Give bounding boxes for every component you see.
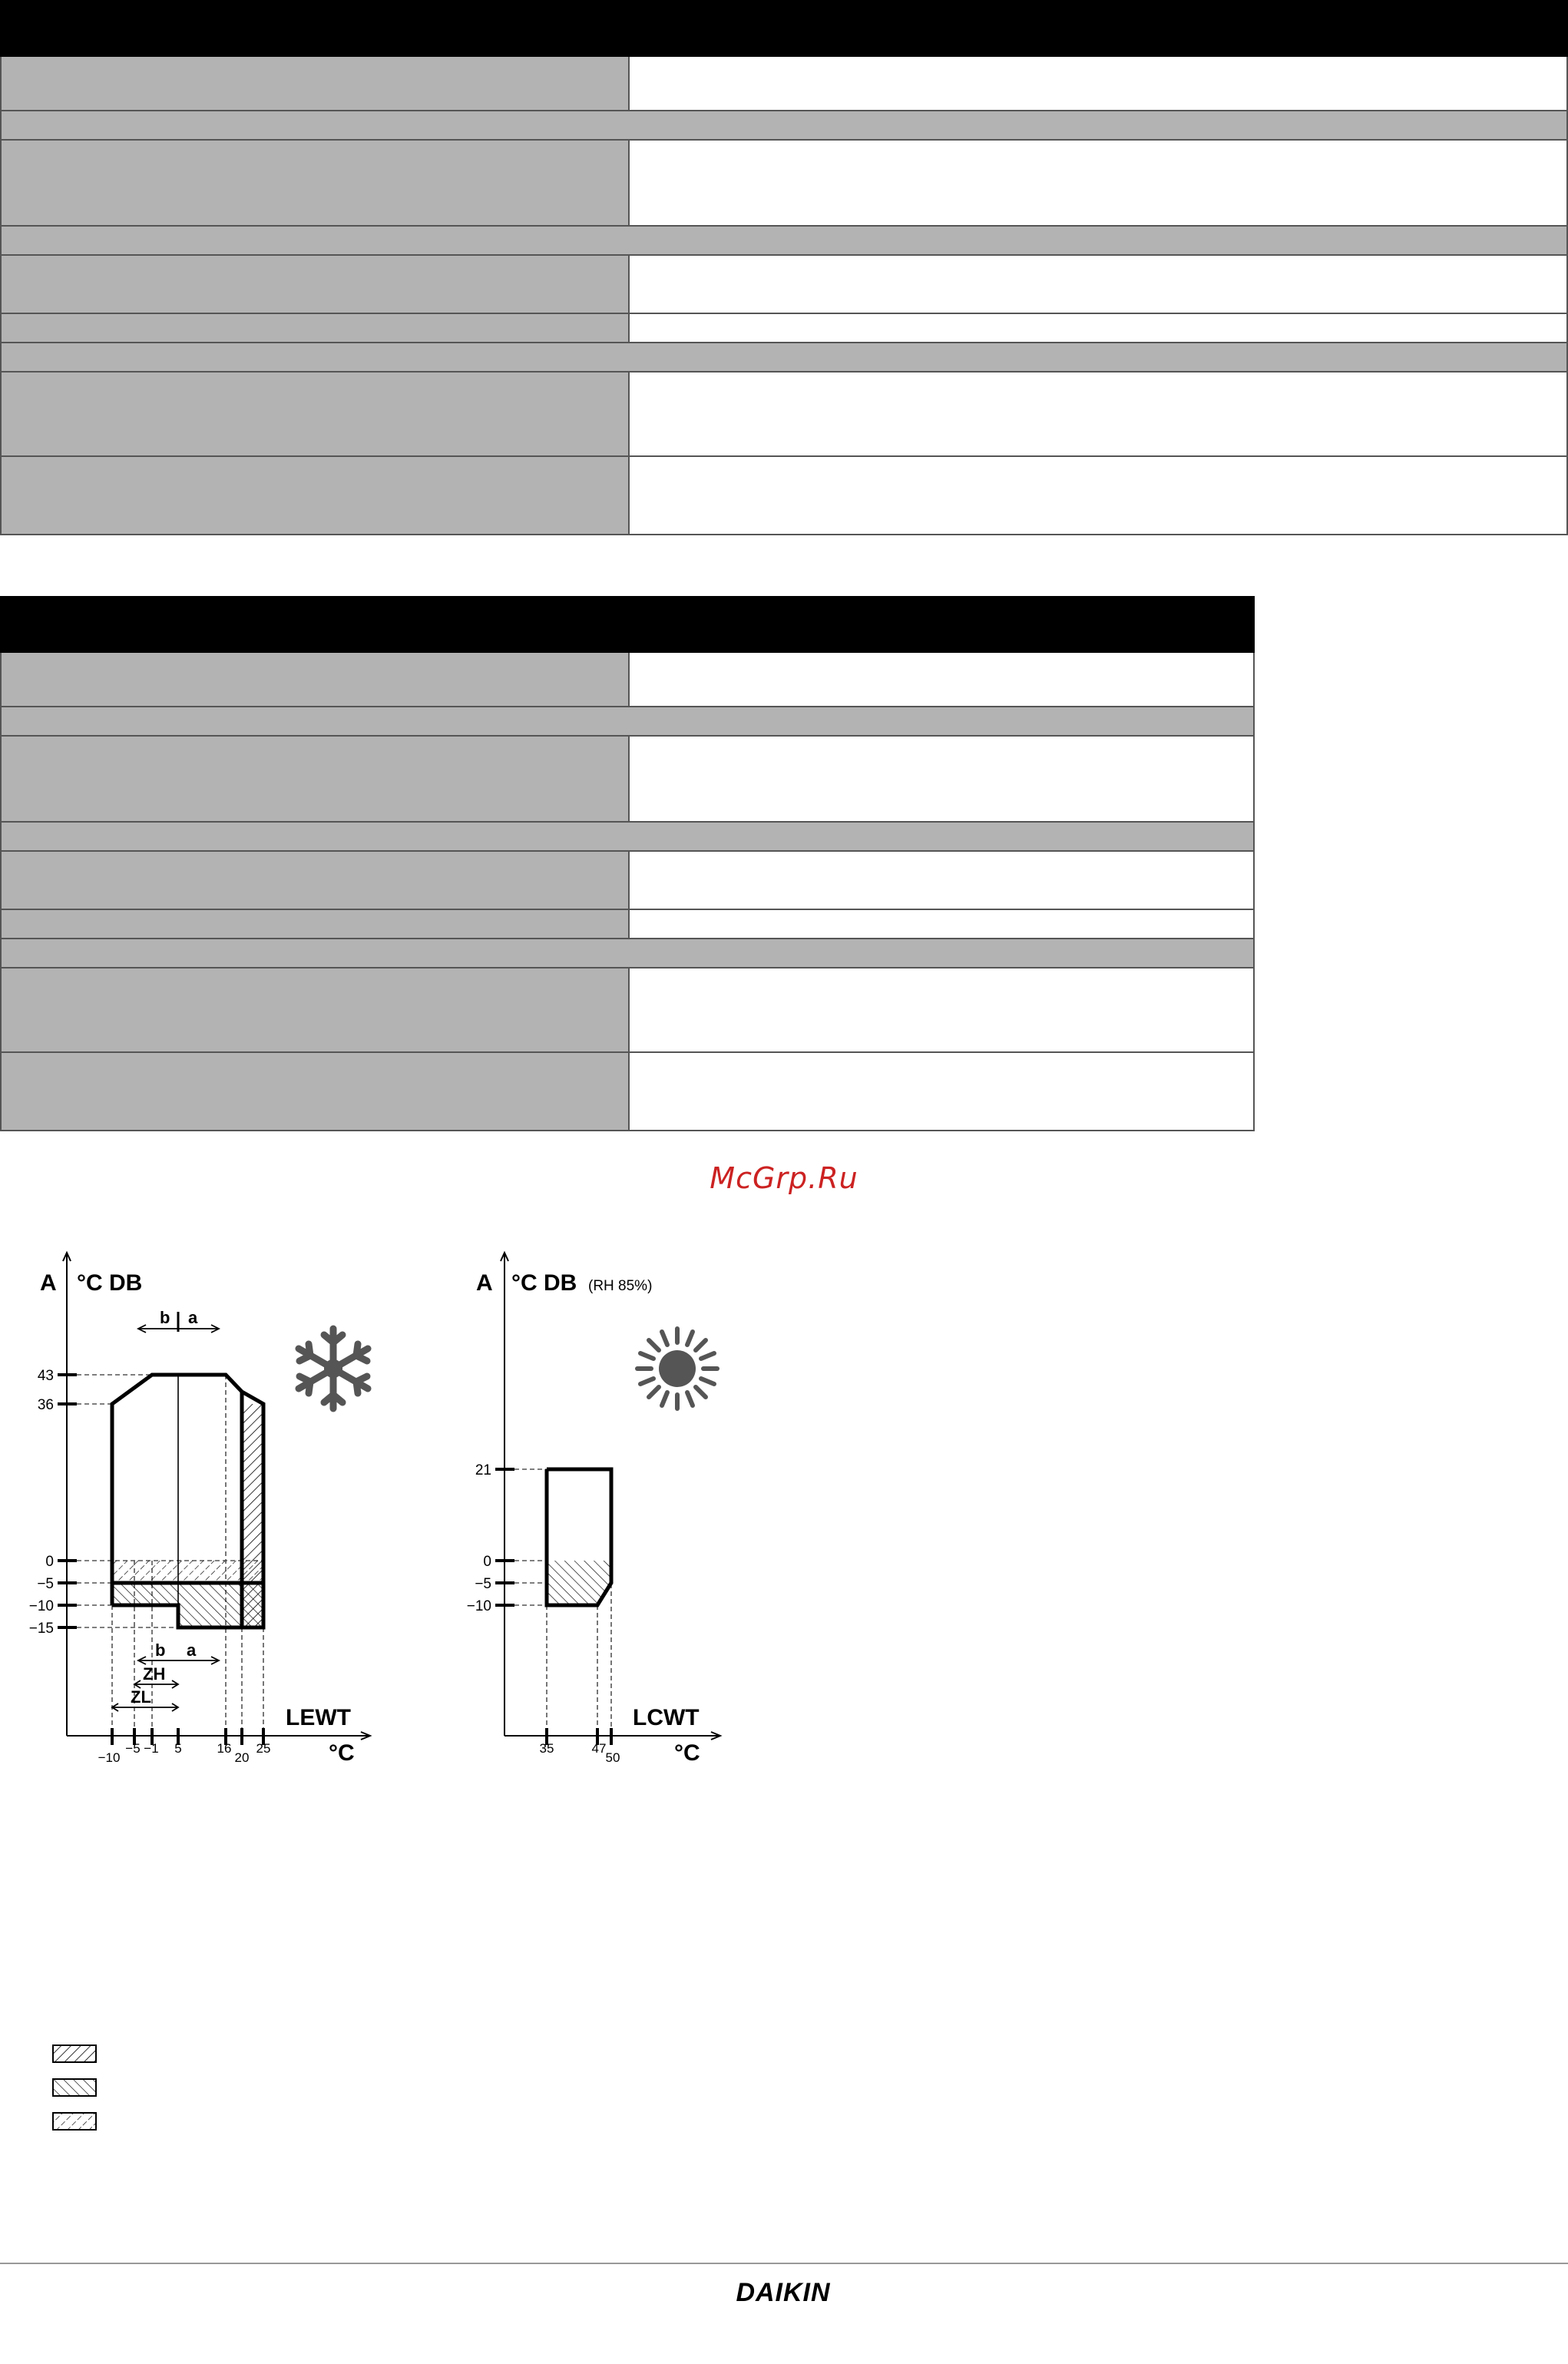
y-tick-label: −5 [37,1576,54,1592]
table-row [1,56,1567,111]
header-cell [629,597,944,652]
zone-label-b: b [160,1308,170,1327]
header-cell [944,1,1259,56]
section-band [1,343,1567,372]
x-tick-label: 16 [217,1741,232,1756]
value-cell [629,652,1254,707]
spec-table-2 [0,596,1255,1131]
legend-forward-hatch [52,2044,97,2063]
section-band [1,226,1567,255]
label-cell [1,140,629,226]
header-cell [1,597,629,652]
value-cell [629,456,1567,535]
header-cell [1,1,629,56]
section-band [1,111,1567,140]
label-cell [1,909,629,939]
value-cell [629,909,1254,939]
zone-indicator-top [138,1308,219,1333]
label-cell [1,255,629,313]
table-row [1,909,1254,939]
label-cell [1,313,629,343]
y-tick-label: −15 [28,1621,54,1637]
y-tick-label: 43 [37,1368,54,1384]
y-tick-label: 0 [45,1554,54,1570]
table-header-row [1,1,1567,56]
y-axis-unit: °C DB [511,1270,577,1296]
label-cell [1,56,629,111]
value-cell [629,851,1254,909]
x-tick-label: −10 [98,1750,121,1765]
value-cell [629,736,1254,822]
snowflake-icon [299,1329,368,1409]
x-tick-label: 5 [174,1741,182,1756]
table-header-row [1,597,1254,652]
y-tick-label: 0 [483,1554,491,1570]
y-axis-label: A [40,1270,57,1296]
y-axis-unit: °C DB [77,1270,143,1296]
value-cell [629,56,1567,111]
x-axis-unit: °C [674,1740,700,1766]
spec-table-1 [0,0,1568,535]
value-cell [629,255,1567,313]
header-cell [629,1,944,56]
table-row [1,255,1567,313]
value-cell [629,372,1567,456]
x-axis-unit: °C [329,1740,355,1766]
table-row [1,736,1254,822]
zone-label-a: a [188,1308,198,1327]
table-row [1,140,1567,226]
section-band [1,822,1254,851]
y-tick-label: 21 [475,1462,491,1478]
legend-dashed-hatch [52,2112,97,2131]
table-row [1,313,1567,343]
zone-label-zl: ZL [131,1687,151,1707]
guide-lines [77,1375,263,1728]
y-tick-label: −5 [475,1576,491,1592]
value-cell [629,313,1567,343]
zone-label-a: a [187,1641,197,1660]
section-band [1,707,1254,736]
x-ticks [98,1728,271,1765]
zone-indicator-bottom [112,1641,219,1711]
y-ticks [29,1368,77,1637]
label-cell [1,851,629,909]
label-cell [1,736,629,822]
section-band [1,939,1254,968]
heating-operation-range-diagram [461,1252,768,1774]
y-tick-label: −10 [28,1598,54,1614]
x-tick-label: 25 [256,1741,271,1756]
value-cell [629,1052,1254,1131]
y-tick-label: 36 [37,1397,54,1413]
y-axis-label: A [476,1270,493,1296]
value-cell [629,968,1254,1052]
value-cell [629,140,1567,226]
footer-divider [0,2263,1568,2264]
y-ticks [467,1462,514,1614]
cooling-operation-range-diagram [23,1252,407,1774]
x-ticks [540,1728,620,1765]
label-cell [1,968,629,1052]
y-axis-unit-note: (RH 85%) [588,1278,653,1294]
table-row [1,372,1567,456]
x-tick-label: −1 [144,1741,159,1756]
x-tick-label: 35 [539,1741,554,1756]
daikin-logo: DAIKIN [736,2278,831,2307]
table-row [1,652,1254,707]
label-cell [1,456,629,535]
table-row [1,968,1254,1052]
x-axis-label: LEWT [286,1705,351,1730]
x-tick-label: 50 [605,1750,620,1765]
header-cell [944,597,1254,652]
label-cell [1,372,629,456]
watermark: McGrp.Ru [710,1161,858,1195]
x-tick-label: −5 [125,1741,141,1756]
sun-icon [637,1329,717,1409]
table-row [1,456,1567,535]
table-row [1,851,1254,909]
label-cell [1,652,629,707]
table-row [1,1052,1254,1131]
header-cell [1259,1,1567,56]
label-cell [1,1052,629,1131]
x-tick-label: 47 [591,1741,607,1756]
zone-forward-hatch [242,1404,263,1627]
y-tick-label: −10 [466,1598,491,1614]
zone-label-b: b [155,1641,166,1660]
x-axis-label: LCWT [633,1705,700,1730]
x-tick-label: 20 [234,1750,250,1765]
zone-label-zh: ZH [143,1664,166,1684]
legend-backward-hatch [52,2078,97,2097]
